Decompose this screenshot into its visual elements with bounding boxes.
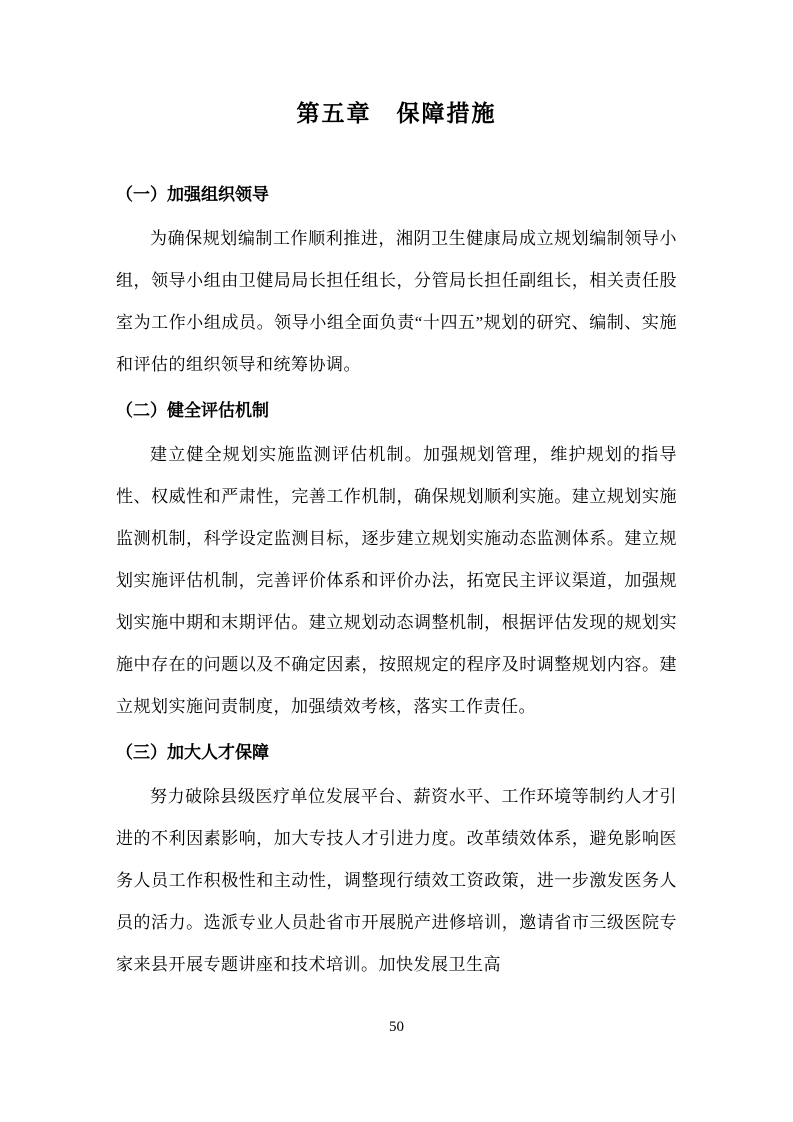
section-paragraph-1: 为确保规划编制工作顺利推进，湘阴卫生健康局成立规划编制领导小组，领导小组由卫健局局长担任组长，分管局长担任副组长，相关责任股室为工作小组成员。领导小组全面负责“十四五”规划的研究、编制、实施和评估的组织领导和统筹协调。	[116, 229, 677, 374]
section-heading-2: （二）健全评估机制	[116, 401, 269, 420]
section-paragraph-2: 建立健全规划实施监测评估机制。加强规划管理，维护规划的指导性、权威性和严肃性，完善工作机制，确保规划顺利实施。建立规划实施监测机制，科学设定监测目标，逐步建立规划实施动态监测体系。建立规划实施评估机制，完善评价体系和评价办法，拓宽民主评议渠道，加强规划实施中期和末期评估。建立规划动态调整机制，根据评估发现的规划实施中存在的问题以及不确定因素，按照规定的程序及时调整规划内容。建立规划实施问责制度，加强绩效考核，落实工作责任。	[116, 445, 677, 716]
section-heading-3: （三）加大人才保障	[116, 743, 269, 762]
chapter-title: 第五章 保障措施	[296, 100, 497, 126]
section-paragraph-3: 努力破除县级医疗单位发展平台、薪资水平、工作环境等制约人才引进的不利因素影响，加大专技人才引进力度。改革绩效体系，避免影响医务人员工作积极性和主动性，调整现行绩效工资政策，进一步激发医务人员的活力。选派专业人员赴省市开展脱产进修培训，邀请省市三级医院专家来县开展专题讲座和技术培训。加快发展卫生高	[116, 787, 677, 974]
section-heading-1: （一）加强组织领导	[116, 185, 269, 204]
page-number: 50	[389, 1019, 404, 1035]
